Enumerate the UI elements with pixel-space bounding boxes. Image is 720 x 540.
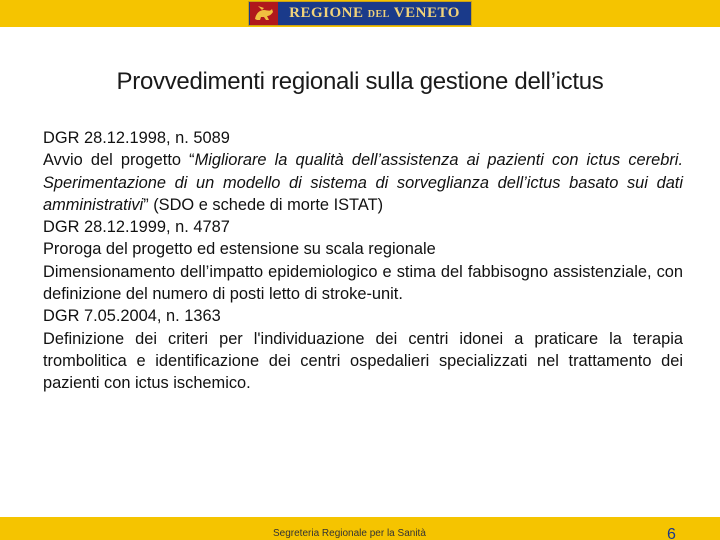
footer-text: Segreteria Regionale per la Sanità [273,528,426,539]
decree-3: DGR 7.05.2004, n. 1363 [43,307,221,326]
page-number: 6 [667,526,676,540]
slide-body [43,127,683,395]
region-logo [248,1,472,26]
header-band [0,0,720,27]
slide-title: Provvedimenti regionali sulla gestione dell’ictus [116,68,604,95]
logo-text: REGIONE DEL VENETO [289,5,460,21]
decree-3-description: Definizione dei criteri per l'individuazione dei centri idonei a praticare la terapia trombolitica e identificazione dei centri ospedalieri specializzati nel trattamento dei pazienti con ictus ischemico. [43,329,683,393]
decree-2-description: Proroga del progetto ed estensione su scala regionale [43,240,436,259]
decree-2-detail: Dimensionamento dell’impatto epidemiologico e stima del fabbisogno assistenziale, con definizione del numero di posti letto di stroke-unit. [43,262,683,304]
decree-1: DGR 28.12.1998, n. 5089 [43,129,230,147]
lion-emblem-icon [250,2,278,25]
decree-2: DGR 28.12.1999, n. 4787 [43,218,230,237]
decree-1-description: Avvio del progetto “Migliorare la qualità dell’assistenza ai pazienti con ictus cerebri. Sperimentazione di un modello di sistema di sorveglianza dell’ictus basato sui dati amministrativi” (SDO e schede di morte ISTAT) [43,151,684,214]
